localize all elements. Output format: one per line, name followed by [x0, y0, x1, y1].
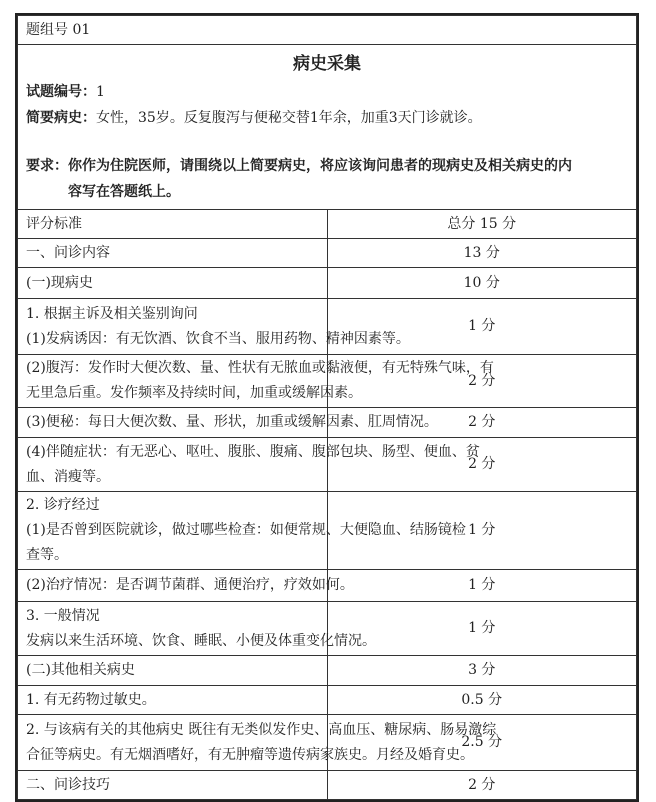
table-row	[18, 686, 637, 715]
criteria-item	[18, 268, 328, 299]
criteria-line: 合征等病史。有无烟酒嗜好，有无肿瘤等遗传病家族史。月经及婚育史。	[26, 746, 474, 763]
page-title: 病史采集	[293, 54, 361, 74]
criteria-item	[18, 492, 466, 570]
group-label: 题组号 01	[18, 16, 637, 45]
table-row	[18, 715, 637, 771]
criteria-line: 一、问诊内容	[26, 244, 110, 261]
criteria-item	[18, 771, 328, 800]
item-score: 0.5 分	[327, 686, 637, 715]
table-row	[18, 299, 637, 355]
table-row	[18, 570, 637, 602]
criteria-line: 发病以来生活环境、饮食、睡眠、小便及体重变化情况。	[26, 632, 376, 649]
criteria-line: (1)发病诱因：有无饮酒、饮食不当、服用药物、精神因素等。	[26, 330, 410, 347]
criteria-header-row	[18, 210, 637, 239]
criteria-line: (二)其他相关病史	[26, 662, 135, 678]
criteria-item	[18, 602, 376, 656]
question-number: 试题编号：1	[26, 84, 105, 100]
criteria-item	[18, 299, 410, 355]
criteria-line: 查等。	[26, 547, 68, 563]
item-score: 2 分	[327, 408, 637, 438]
item-score: 1 分	[327, 492, 637, 570]
table-row	[18, 771, 637, 800]
criteria-line: 2. 与该病有关的其他病史 既往有无类似发作史、高血压、糖尿病、肠易激综	[26, 721, 497, 738]
criteria-line: 无里急后重。发作频率及持续时间，加重或缓解因素。	[26, 385, 362, 401]
item-score: 10 分	[327, 268, 637, 299]
criteria-header: 评分标准	[18, 210, 328, 239]
criteria-line: 二、问诊技巧	[26, 776, 110, 793]
criteria-line: 1. 根据主诉及相关鉴别询问	[26, 305, 198, 322]
criteria-line: (4)伴随症状：有无恶心、呕吐、腹胀、腹痛、腹部包块、肠型、便血、贫	[26, 443, 480, 460]
item-score: 2 分	[327, 438, 637, 492]
table-row	[18, 239, 637, 268]
item-score: 1 分	[327, 602, 637, 656]
criteria-line: (一)现病史	[26, 274, 93, 291]
table-row	[18, 602, 637, 656]
criteria-line: 1. 有无药物过敏史。	[26, 691, 156, 708]
item-score: 2 分	[327, 355, 637, 408]
requirement: 要求： 你作为住院医师，请围绕以上简要病史，将应该询问患者的现病史及相关病史的内 容写在答题纸上。	[26, 158, 572, 200]
criteria-line: (2)腹泻：发作时大便次数、量、性状有无脓血或黏液便，有无特殊气味，有	[26, 360, 494, 376]
table-row	[18, 355, 637, 408]
item-score: 2 分	[327, 771, 637, 800]
brief-history: 简要病史：女性，35岁。反复腹泻与便秘交替1年余，加重3天门诊就诊。	[26, 110, 482, 126]
item-score: 1 分	[327, 570, 637, 602]
table-row	[18, 656, 637, 686]
criteria-line: 血、消瘦等。	[26, 468, 110, 485]
table-row	[18, 438, 637, 492]
total-score: 总分 15 分	[327, 210, 637, 239]
criteria-line: (3)便秘：每日大便次数、量、形状，加重或缓解因素、肛周情况。	[26, 414, 438, 430]
item-score: 13 分	[327, 239, 637, 268]
item-score: 1 分	[327, 299, 637, 355]
criteria-item	[18, 570, 354, 602]
scoring-table	[17, 15, 637, 800]
table-row	[18, 268, 637, 299]
criteria-line: 3. 一般情况	[26, 607, 100, 624]
intro-row	[18, 45, 637, 210]
criteria-item	[18, 239, 328, 268]
criteria-item	[18, 408, 438, 438]
item-score: 3 分	[327, 656, 637, 686]
exam-sheet	[15, 13, 639, 802]
table-row	[18, 408, 637, 438]
criteria-line: 2. 诊疗经过	[26, 497, 100, 513]
criteria-line: (1)是否曾到医院就诊，做过哪些检查：如便常规、大便隐血、结肠镜检	[26, 522, 466, 538]
group-row	[18, 16, 637, 45]
criteria-item	[18, 686, 328, 715]
table-row	[18, 492, 637, 570]
criteria-line: (2)治疗情况：是否调节菌群、通便治疗，疗效如何。	[26, 577, 354, 593]
item-score: 2.5 分	[327, 715, 637, 771]
criteria-item	[18, 656, 328, 686]
criteria-item	[18, 438, 480, 492]
